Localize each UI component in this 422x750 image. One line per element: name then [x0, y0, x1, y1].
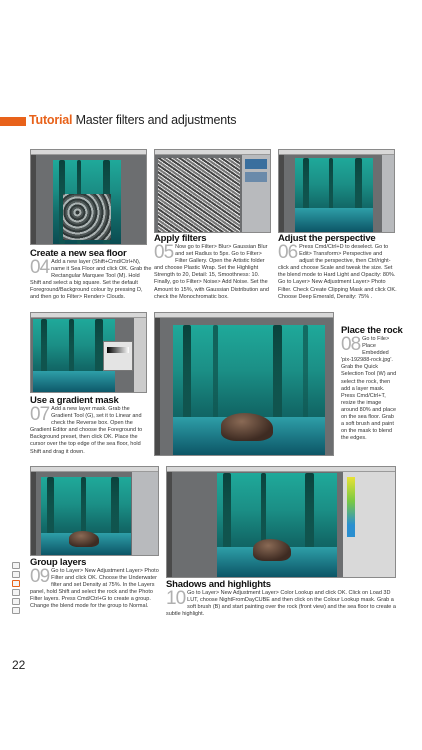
step-text: Add a new layer (Shift+Cmd/Ctrl+N), name it Sea Floor and click OK. Grab the Rectangular Marquee Tool (M). Hold Shift and select a big square. Set the default Foreground/Background colour by pressing D, and then go to Filter> Render> Clouds. [30, 259, 152, 301]
step-number: 10 [166, 588, 186, 609]
header-tag: Tutorial [29, 113, 73, 127]
screenshot-step-06 [278, 149, 395, 233]
step-text: Press Cmd/Ctrl+D to deselect. Go to Edit> Transform> Perspective and adjust the perspective, then Ctrl/right-click and choose Scale and tweak the size. Set the blend mode to Hard Light and Opacity: 80%. Go to Layer> New Adjustment Layer> Photo Filter. Check Create Clipping Mask and click OK. Choose Deep Emerald, Density: 75% . [278, 244, 397, 300]
step-10 [166, 579, 398, 618]
page-number: 22 [12, 658, 26, 672]
header-accent-bar [0, 117, 26, 126]
step-text: Go to Layer> New Adjustment Layer> Color Lookup and click OK. Click on Load 3D LUT, choose NightFromDayCUBE and then click on the Colour Lookup mask. Grab a soft brush (B) and start painting over the rock (front view) and the sea floor to create a subtle highlight. [166, 590, 396, 618]
step-text: Go to Layer> New Adjustment Layer> Photo Filter and click OK. Choose the Underwater filter and set Density at 75%. In the Layers panel, hold Shift and select the rock and the Photo Filter layers. Press Cmd/Ctrl+G to create a group. Change the blend mode for the group to Normal. [30, 568, 159, 610]
screenshot-step-04 [30, 149, 147, 245]
step-text: Go to File> Place Embedded 'pix-192988-rock.jpg'. Grab the Quick Selection Tool (W) and select the rock, then add a layer mask. Press Cmd/Ctrl+T, resize the image around 80% and place on the sea floor. Grab a soft brush and paint on the mask to blend the edges. [341, 336, 397, 442]
step-title: Apply filters [154, 233, 207, 244]
step-number: 09 [30, 566, 50, 587]
step-title: Shadows and highlights [166, 579, 271, 590]
step-number: 06 [278, 242, 298, 263]
screenshot-step-09 [30, 466, 159, 556]
step-04 [30, 248, 152, 302]
step-title: Create a new sea floor [30, 248, 127, 259]
step-title: Use a gradient mask [30, 395, 119, 406]
screenshot-step-10 [166, 466, 396, 578]
step-number: 05 [154, 242, 174, 263]
screenshot-step-05 [154, 149, 271, 233]
sidebar-icons [12, 562, 20, 614]
step-title: Group layers [30, 557, 87, 568]
step-number: 08 [341, 334, 361, 355]
step-08 [341, 325, 403, 442]
screenshot-step-08 [154, 312, 334, 456]
step-title: Adjust the perspective [278, 233, 376, 244]
page-thumb-icon [12, 571, 20, 578]
step-06 [278, 233, 398, 301]
page-thumb-icon [12, 589, 20, 596]
step-07 [30, 395, 150, 456]
page-thumb-icon [12, 580, 20, 587]
step-number: 04 [30, 257, 50, 278]
step-text: Now go to Filter> Blur> Gaussian Blur and set Radius to 5px. Go to Filter> Filter Gallery. Open the Artistic folder and choose Plastic Wrap. Set the Highlight Strength to 20, Detail: 15, Smoothness: 10. Finally, go to Filter> Noise> Add Noise. Set the Amount to 15%, with Gaussian Distribution and check the Monochromatic box. [154, 244, 269, 300]
screenshot-step-07 [30, 312, 147, 393]
page-thumb-icon [12, 562, 20, 569]
step-number: 07 [30, 404, 50, 425]
page-thumb-icon [12, 598, 20, 605]
step-09 [30, 557, 162, 611]
page-header [29, 113, 236, 127]
header-title: Master filters and adjustments [75, 113, 237, 127]
step-05 [154, 233, 274, 301]
step-text: Add a new layer mask. Grab the Gradient Tool (G), set it to Linear and check the Reverse box. Open the Gradient Editor and choose the Foreground to Background preset, then click OK. Place the cursor over the top edge of the sea floor, hold Shift and drag it down. [30, 406, 143, 455]
step-title: Place the rock [341, 325, 403, 336]
page-thumb-icon [12, 607, 20, 614]
